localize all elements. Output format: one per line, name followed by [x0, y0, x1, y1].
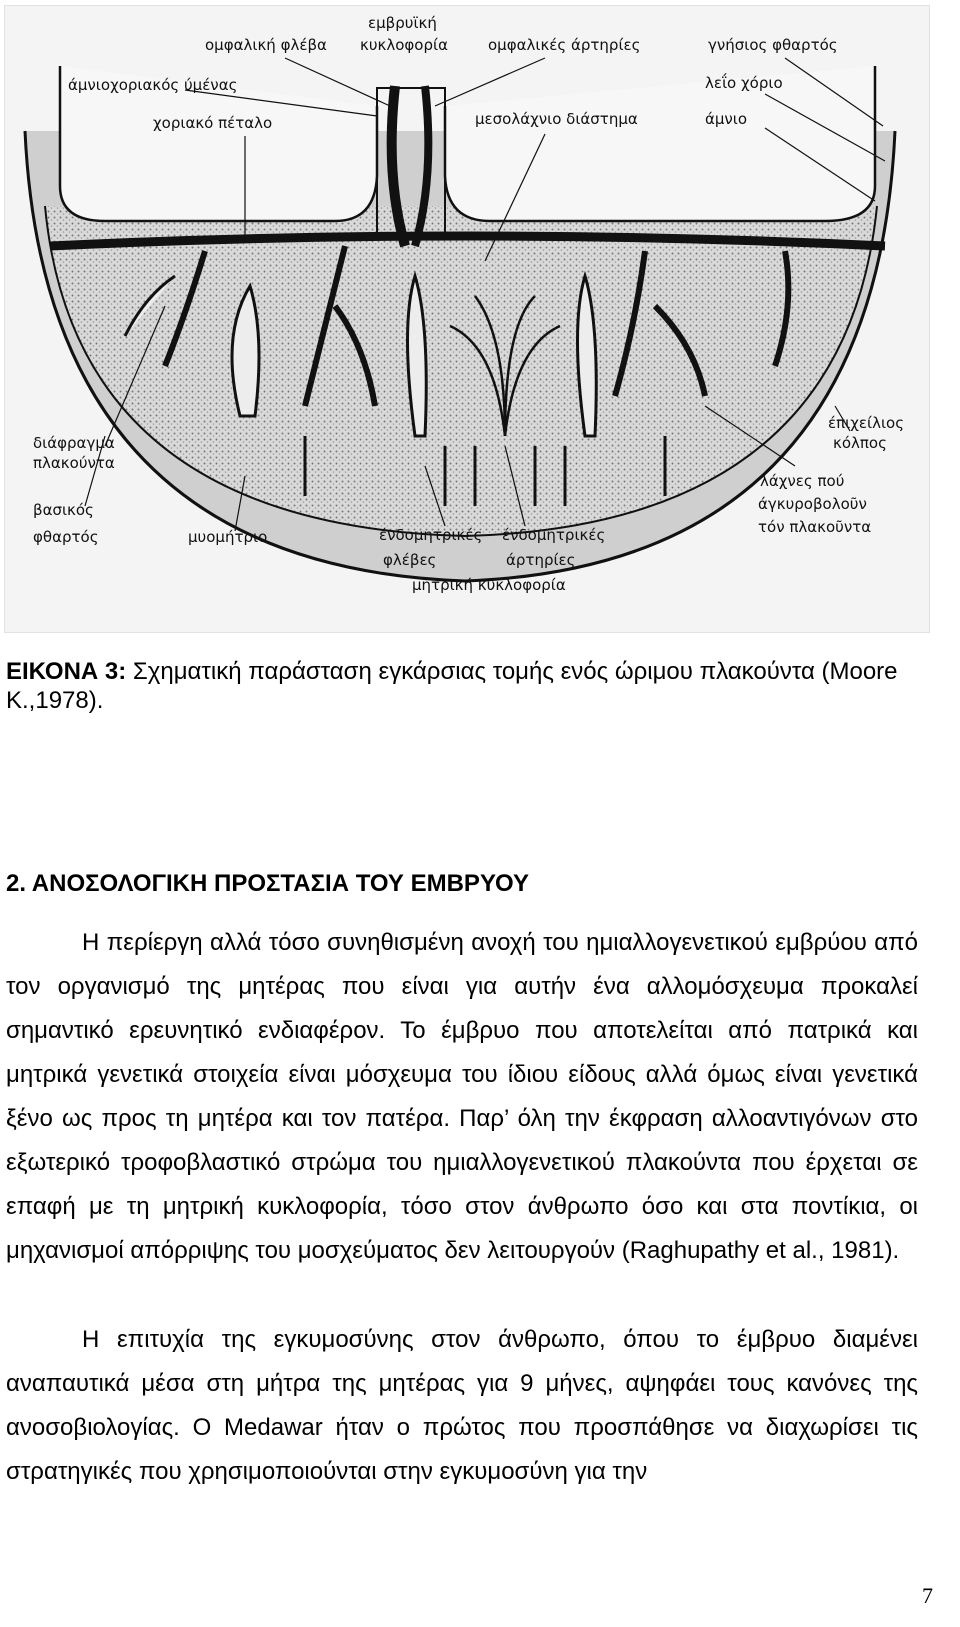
label-smooth-chorion: λεΐο χόριο — [705, 74, 783, 92]
label-myometrium: μυομήτριο — [188, 528, 268, 546]
label-amnion: άμνιο — [705, 110, 748, 128]
caption-label: ΕΙΚΟΝΑ 3: — [6, 658, 127, 685]
paragraph-1: Η περίεργη αλλά τόσο συνηθισμένη ανοχή του ημιαλλογενετικού εμβρύου από τον οργανισμό της μητέρας που είναι για αυτήν ένα αλλομόσχευμα προκαλεί σημαντικό ερευνητικό ενδιαφέρον. Το έμβρυο που αποτελείται από πατρικά και μητρικά γενετικά στοιχεία είναι μόσχευμα του ίδιου είδους αλλά όμως είναι γενετικά ξένο ως προς τη μητέρα και τον πατέρα. Παρ’ όλη την έκφραση αλλοαντιγόνων στο εξωτερικό τροφοβλαστικό στρώμα του ημιαλλογενετικού πλακούντα που έρχεται σε επαφή με τη μητρική κυκλοφορία, τόσο στον άνθρωπο όσο και στα ποντίκια, οι μηχανισμοί απόρριψης του μοσχεύματος δεν λειτουργούν (Raghupathy et al., 1981). — [6, 929, 918, 1264]
label-chorionic-plate: χοριακό πέταλο — [153, 114, 273, 132]
label-septum-2: πλακούντα — [33, 454, 115, 472]
label-endometrial-veins-2: φλέβες — [383, 551, 437, 569]
label-anchoring-villi-1: λάχνες πού — [760, 472, 845, 490]
label-fetal-circulation-2: κυκλοφορία — [360, 36, 448, 54]
label-marginal-sinus-2: κόλπος — [833, 434, 887, 452]
label-endometrial-arteries-1: ένδομητρικές — [502, 526, 606, 544]
label-umbilical-vein: ομφαλική φλέβα — [205, 36, 327, 54]
label-true-decidua: γνήσιος φθαρτός — [708, 36, 838, 54]
label-marginal-sinus-1: έπιχείλιος — [828, 414, 904, 432]
label-endometrial-veins-1: ένδομητρικές — [379, 526, 483, 544]
label-intervillous-space: μεσολάχνιο διάστημα — [475, 110, 638, 128]
label-umbilical-arteries: ομφαλικές άρτηρίες — [488, 36, 641, 54]
page-number: 7 — [922, 1583, 933, 1608]
caption-text: Σχηματική παράσταση εγκάρσιας τομής ενός ώριμου πλακούντα (Moore K.,1978). — [6, 658, 898, 714]
paragraph-2: Η επιτυχία της εγκυμοσύνης στον άνθρωπο, όπου το έμβρυο διαμένει αναπαυτικά μέσα στη μήτρα της μητέρας για 9 μήνες, αψηφάει τους κανόνες της ανοσοβιολογίας. Ο Medawar ήταν ο πρώτος που προσπάθησε να διαχωρίσει τις στρατηγικές που χρησιμοποιούνται στην εγκυμοσύνη για την — [6, 1326, 918, 1485]
label-septum-1: διάφραγμα — [33, 434, 115, 452]
figure-caption — [6, 657, 906, 715]
label-anchoring-villi-2: άγκυροβολοῦν — [758, 495, 867, 513]
label-basal-decidua-1: βασικός — [33, 501, 94, 519]
label-anchoring-villi-3: τόν πλακοῦντα — [758, 518, 872, 536]
label-endometrial-arteries-2: άρτηρίες — [506, 551, 576, 569]
label-basal-decidua-2: φθαρτός — [33, 528, 99, 546]
label-maternal-circulation: μητρική κυκλοφορία — [412, 576, 566, 594]
placenta-figure — [4, 5, 930, 633]
section-heading: 2. ΑΝΟΣΟΛΟΓΙΚΗ ΠΡΟΣΤΑΣΙΑ ΤΟΥ ΕΜΒΡΥΟΥ — [6, 870, 530, 897]
label-amniochorionic-membrane: άμνιοχοριακός ύμένας — [68, 76, 238, 94]
label-fetal-circulation-1: εμβρυϊκή — [368, 14, 437, 32]
